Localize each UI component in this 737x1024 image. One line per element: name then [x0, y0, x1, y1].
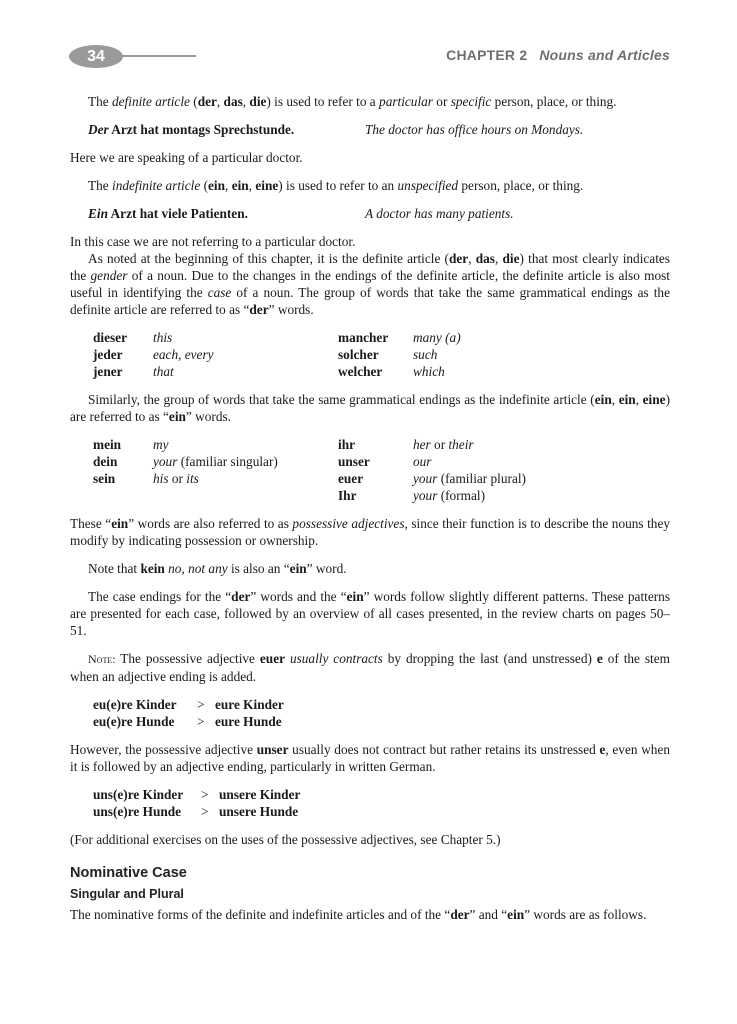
text-run: kein	[140, 561, 165, 576]
meaning-part: his	[153, 471, 169, 486]
text-run: ein	[507, 907, 525, 922]
example-de	[88, 121, 365, 138]
example-lead: Der	[88, 122, 109, 137]
german-word: jener	[93, 364, 123, 379]
text-run: die	[502, 251, 520, 266]
meaning-part: your	[153, 454, 178, 469]
text-run: of the stem when an adjective ending is added.	[70, 651, 670, 684]
text-run: The case endings for the “	[88, 589, 232, 604]
meaning-part: (formal)	[437, 488, 485, 503]
paragraph	[70, 233, 670, 250]
text-run: ) that most clearly indicates the	[70, 251, 670, 283]
empty-cell	[153, 487, 338, 504]
text-run: ) is used to refer to an	[278, 178, 398, 193]
text-run: Note:	[88, 652, 116, 666]
german-word: ihr	[338, 437, 355, 452]
text-run: by dropping the last (and unstressed)	[382, 651, 597, 666]
german-word: unser	[338, 454, 370, 469]
paragraph	[70, 149, 670, 166]
paragraph	[70, 177, 670, 194]
meaning-part: their	[448, 437, 474, 452]
english-meaning	[413, 436, 670, 453]
text-run: or	[432, 94, 451, 109]
text-run: der	[249, 302, 269, 317]
paragraph	[70, 250, 670, 318]
paragraph	[70, 831, 670, 848]
meaning-part: or	[168, 471, 187, 486]
empty-cell	[93, 487, 153, 504]
text-run: e	[599, 742, 606, 757]
text-run: usually contracts	[289, 651, 383, 666]
text-run: ” words are as follows.	[524, 907, 647, 922]
text-run: However, the possessive adjective	[70, 742, 257, 757]
text-run: ,	[635, 392, 643, 407]
text-run: der	[231, 589, 251, 604]
text-run: The nominative forms of the definite and indefinite articles and of the “	[70, 907, 451, 922]
text-run: eine	[642, 392, 666, 407]
text-run: person, place, or thing.	[458, 178, 584, 193]
text-run: ,	[216, 94, 224, 109]
text-run: (For additional exercises on the uses of the possessive adjectives, see Chapter 5.)	[70, 832, 501, 847]
german-word: jeder	[93, 347, 123, 362]
text-run: possessive adjectives,	[292, 516, 408, 531]
text-run: gender	[90, 268, 128, 283]
text-run: ” words.	[268, 302, 314, 317]
text-run: definite article	[112, 94, 190, 109]
text-run: is also an “	[227, 561, 290, 576]
header-rule	[120, 55, 196, 57]
running-header	[446, 47, 670, 63]
text-run: ” words and the “	[250, 589, 347, 604]
meaning-part: my	[153, 437, 169, 452]
german-word: mein	[93, 437, 122, 452]
text-run: eine	[255, 178, 279, 193]
english-meaning: which	[413, 364, 445, 379]
german-word: mancher	[338, 330, 389, 345]
text-run: indefinite article	[112, 178, 201, 193]
text-run: ) is used to refer to a	[266, 94, 380, 109]
text-run: of a noun. Due to the changes in the endings of the definite article, the definite article is also most useful in identifying the	[70, 268, 671, 300]
arrow: >	[201, 787, 209, 802]
english-meaning	[153, 436, 338, 453]
meaning-part: your	[413, 488, 438, 503]
resulting-form: unsere Kinder	[219, 787, 301, 802]
text-run: Note that	[88, 561, 141, 576]
german-word: euer	[338, 471, 364, 486]
text-run: der	[450, 907, 470, 922]
page-body	[70, 93, 670, 934]
text-run: der	[449, 251, 469, 266]
arrow: >	[197, 714, 205, 729]
text-run: particular	[379, 94, 433, 109]
contraction-list-euer	[70, 696, 670, 730]
meaning-part: (familiar plural)	[437, 471, 526, 486]
example-row	[70, 205, 670, 222]
section-heading: Nominative Case	[70, 865, 187, 881]
resulting-form: eure Kinder	[215, 697, 284, 712]
ein-words-list	[70, 436, 670, 504]
english-meaning: such	[413, 347, 438, 362]
text-run: ,	[611, 392, 619, 407]
text-run: die	[249, 94, 267, 109]
resulting-form: eure Hunde	[215, 714, 282, 729]
text-run: e	[596, 651, 603, 666]
example-en: A doctor has many patients.	[365, 206, 514, 221]
subsection-heading: Singular and Plural	[70, 887, 184, 901]
text-run: ,	[242, 94, 250, 109]
english-meaning	[413, 453, 670, 470]
text-run: ein	[111, 516, 129, 531]
paragraph	[70, 588, 670, 639]
text-run: ein	[594, 392, 612, 407]
meaning-part: our	[413, 454, 432, 469]
example-row	[70, 121, 670, 138]
text-run: (	[189, 94, 198, 109]
text-run: specific	[450, 94, 492, 109]
arrow: >	[197, 697, 205, 712]
text-run: der	[197, 94, 217, 109]
page-number: 34	[69, 45, 123, 68]
text-run: ” word.	[306, 561, 347, 576]
paragraph	[70, 906, 670, 923]
meaning-part: or	[430, 437, 449, 452]
text-run: The	[88, 178, 112, 193]
english-meaning: many (a)	[413, 330, 461, 345]
example-de	[88, 205, 365, 222]
text-run: ein	[618, 392, 636, 407]
german-word: dieser	[93, 330, 127, 345]
arrow: >	[201, 804, 209, 819]
english-meaning: each, every	[153, 347, 214, 362]
meaning-part: your	[413, 471, 438, 486]
text-run: ,	[468, 251, 476, 266]
text-run: ein	[168, 409, 186, 424]
english-meaning	[413, 470, 670, 487]
text-run: ein	[231, 178, 249, 193]
german-word: sein	[93, 471, 116, 486]
contraction-list-unser	[70, 786, 670, 820]
paragraph	[70, 560, 670, 577]
paragraph	[70, 741, 670, 775]
text-run: since their function is to describe the nouns they modify by indicating possession or ownership.	[70, 516, 670, 548]
text-run: of a noun. The group of words that take the same grammatical endings as the definite article are referred to as “	[70, 285, 670, 317]
text-run: ” words follow slightly different patterns. These patterns are presented for each case, followed by an overview of all cases presented, in the review charts on pages 50–51.	[70, 589, 671, 638]
text-run: As noted at the beginning of this chapter, it is the definite article (	[88, 251, 449, 266]
german-word: dein	[93, 454, 118, 469]
text-run: Similarly, the group of words that take the same grammatical endings as the indefinite article (	[88, 392, 595, 407]
text-run: das	[223, 94, 243, 109]
meaning-part: its	[186, 471, 199, 486]
text-run: ein	[346, 589, 364, 604]
text-run: unspecified	[397, 178, 459, 193]
text-run: case	[207, 285, 232, 300]
paragraph	[70, 391, 670, 425]
note-paragraph	[70, 650, 670, 685]
text-run: The possessive adjective	[115, 651, 260, 666]
text-run: Here we are speaking of a particular doctor.	[70, 150, 303, 165]
english-meaning: this	[153, 330, 173, 345]
text-run: , even when it is followed by an adjective ending, particularly in written German.	[70, 742, 670, 774]
text-run: unser	[256, 742, 289, 757]
chapter-title: Nouns and Articles	[539, 47, 670, 63]
text-run: euer	[259, 651, 285, 666]
text-run: usually does not contract but rather retains its unstressed	[288, 742, 600, 757]
resulting-form: unsere Hunde	[219, 804, 299, 819]
contracted-form: uns(e)re Hunde	[93, 804, 182, 819]
der-words-list	[70, 329, 670, 380]
paragraph	[70, 515, 670, 549]
text-run: ein	[289, 561, 307, 576]
english-meaning	[413, 487, 670, 504]
english-meaning: that	[153, 364, 174, 379]
text-run: das	[475, 251, 495, 266]
contracted-form: uns(e)re Kinder	[93, 787, 184, 802]
text-run: (	[200, 178, 209, 193]
german-word: Ihr	[338, 488, 357, 503]
text-run: no, not any	[168, 561, 228, 576]
example-en: The doctor has office hours on Mondays.	[365, 122, 584, 137]
text-run: In this case we are not referring to a particular doctor.	[70, 234, 356, 249]
text-run: ) are referred to as “	[70, 392, 670, 424]
contracted-form: eu(e)re Kinder	[93, 697, 177, 712]
example-lead: Ein	[88, 206, 108, 221]
meaning-part: (familiar singular)	[177, 454, 278, 469]
text-run: These “	[70, 516, 112, 531]
english-meaning	[153, 453, 338, 470]
text-run: ” and “	[469, 907, 508, 922]
english-meaning	[153, 470, 338, 487]
example-text: Arzt hat viele Patienten.	[107, 206, 248, 221]
text-run: ” words are also referred to as	[128, 516, 293, 531]
contracted-form: eu(e)re Hunde	[93, 714, 175, 729]
text-run: ” words.	[185, 409, 231, 424]
chapter-label: CHAPTER 2	[446, 47, 528, 63]
text-run: person, place, or thing.	[491, 94, 617, 109]
paragraph	[70, 93, 670, 110]
text-run: ,	[248, 178, 256, 193]
text-run: The	[88, 94, 112, 109]
text-run: ,	[225, 178, 232, 193]
german-word: solcher	[338, 347, 379, 362]
german-word: welcher	[338, 364, 383, 379]
text-run: ein	[208, 178, 226, 193]
text-run: ,	[494, 251, 503, 266]
meaning-part: her	[413, 437, 431, 452]
example-text: Arzt hat montags Sprechstunde.	[108, 122, 295, 137]
